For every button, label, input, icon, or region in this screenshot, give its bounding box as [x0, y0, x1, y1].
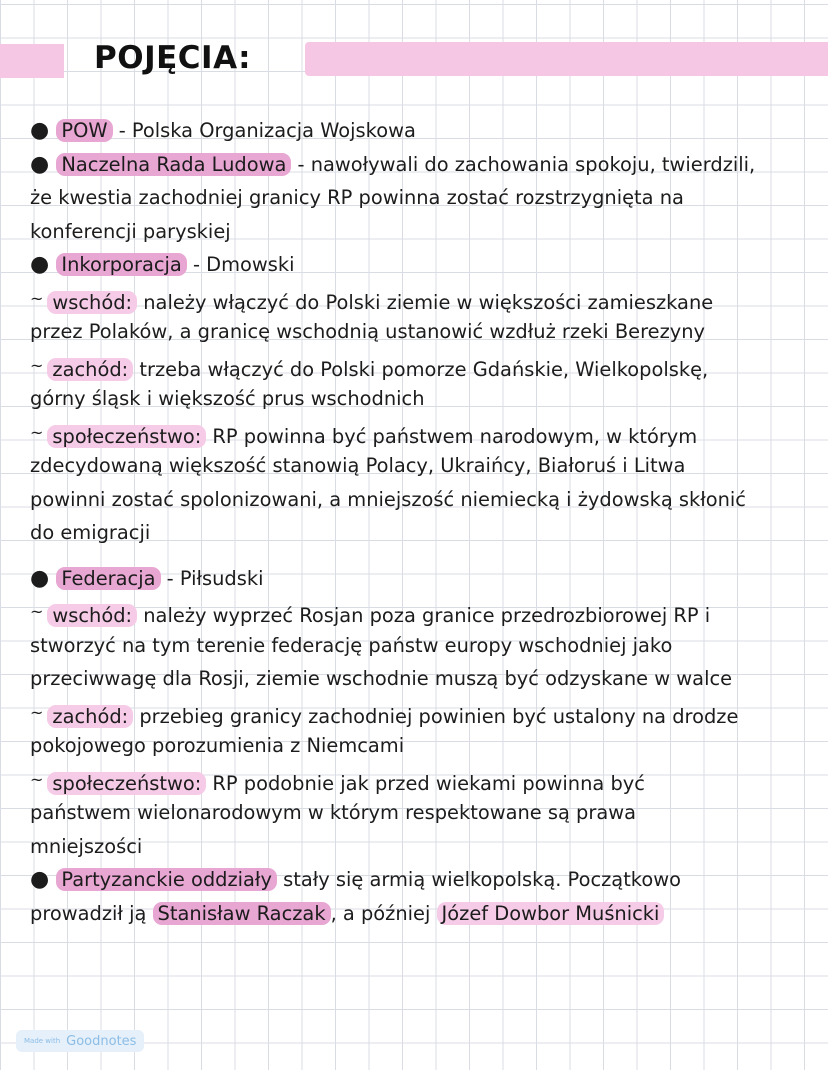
note-line: [30, 897, 828, 931]
page-title: POJĘCIA:: [94, 40, 252, 76]
bullet-icon: ●: [30, 118, 50, 143]
note-text: prowadził ją: [30, 901, 153, 925]
term-highlight: Partyzanckie oddziały: [56, 868, 277, 891]
note-line: przez Polaków, a granicę wschodnią ustanowić wzdłuż rzeki Berezyny: [30, 320, 706, 343]
note-text: stały się armią wielkopolską. Początkowo: [276, 868, 681, 891]
note-text: RP podobnie jak przed wiekami powinna być: [206, 771, 645, 795]
bullet-icon: ●: [30, 252, 50, 277]
note-text: - Polska Organizacja Wojskowa: [112, 119, 416, 142]
note-text: należy włączyć do Polski ziemie w większości zamieszkane: [137, 290, 714, 314]
bullet-icon: ●: [30, 151, 50, 177]
title-highlight-right: [305, 42, 828, 76]
note-text: - Piłsudski: [160, 566, 264, 590]
note-line: [30, 349, 828, 383]
term-highlight: Naczelna Rada Ludowa: [56, 153, 291, 176]
note-line: państwem wielonarodowym w którym respektowane są prawa: [30, 801, 636, 824]
notes-body: [30, 114, 828, 930]
sub-term-highlight: zachód:: [47, 705, 133, 728]
title-highlight-left: [0, 44, 64, 78]
sub-term-highlight: wschód:: [47, 291, 137, 314]
section-gap: [30, 550, 828, 562]
note-text: trzeba włączyć do Polski pomorze Gdańskie, Wielkopolskę,: [133, 357, 709, 381]
note-line: że kwestia zachodniej granicy RP powinna zostać rozstrzygnięta na: [30, 186, 684, 209]
note-text: - Dmowski: [186, 253, 295, 276]
tilde-icon: ~: [30, 422, 44, 442]
note-line: [30, 562, 828, 596]
name-highlight: Józef Dowbor Muśnicki: [437, 902, 665, 925]
name-highlight: Stanisław Raczak: [153, 902, 331, 925]
note-line: [30, 148, 828, 182]
note-line: stworzyć na tym terenie federację państw europy wschodniej jako: [30, 633, 673, 657]
note-line: mniejszości: [30, 834, 143, 858]
note-text: RP powinna być państwem narodowym, w którym: [206, 424, 698, 448]
note-line: [30, 863, 828, 897]
sub-term-highlight: społeczeństwo:: [47, 425, 206, 448]
tilde-icon: ~: [30, 702, 44, 722]
note-text: przebieg granicy zachodniej powinien być ustalony na drodze: [133, 704, 739, 728]
sub-term-highlight: społeczeństwo:: [47, 772, 206, 795]
note-line: do emigracji: [30, 521, 151, 544]
term-highlight: Federacja: [56, 567, 160, 590]
tilde-icon: ~: [30, 769, 44, 789]
note-line: zdecydowaną większość stanowią Polacy, Ukraińcy, Białoruś i Litwa: [30, 454, 686, 477]
bullet-icon: ●: [30, 867, 50, 892]
note-text: , a później: [330, 901, 437, 925]
tilde-icon: ~: [30, 602, 44, 621]
goodnotes-watermark: [16, 1030, 144, 1052]
note-line: [30, 416, 828, 450]
note-line: [30, 696, 828, 730]
term-highlight: Inkorporacja: [56, 253, 186, 276]
note-line: konferencji paryskiej: [30, 219, 231, 243]
note-line: [30, 248, 828, 282]
note-line: [30, 763, 828, 797]
note-line: [30, 282, 828, 316]
note-line: pokojowego porozumienia z Niemcami: [30, 734, 405, 757]
note-line: powinni zostać spolonizowani, a mniejszość niemiecką i żydowską skłonić: [30, 487, 746, 511]
bullet-icon: ●: [30, 565, 50, 591]
note-line: [30, 595, 828, 629]
note-text: - nawoływali do zachowania spokoju, twierdzili,: [291, 152, 756, 176]
sub-term-highlight: zachód:: [47, 358, 133, 381]
watermark-brand: Goodnotes: [66, 1033, 137, 1049]
term-highlight: POW: [56, 119, 112, 142]
tilde-icon: ~: [30, 355, 44, 375]
note-text: należy wyprzeć Rosjan poza granice przedrozbiorowej RP i: [137, 604, 711, 627]
sub-term-highlight: wschód:: [47, 604, 137, 627]
note-line: górny śląsk i większość prus wschodnich: [30, 387, 425, 410]
tilde-icon: ~: [30, 288, 44, 308]
watermark-made-with: Made with: [24, 1037, 61, 1045]
note-line: [30, 114, 828, 148]
note-line: przeciwwagę dla Rosji, ziemie wschodnie muszą być odzyskane w walce: [30, 667, 733, 690]
